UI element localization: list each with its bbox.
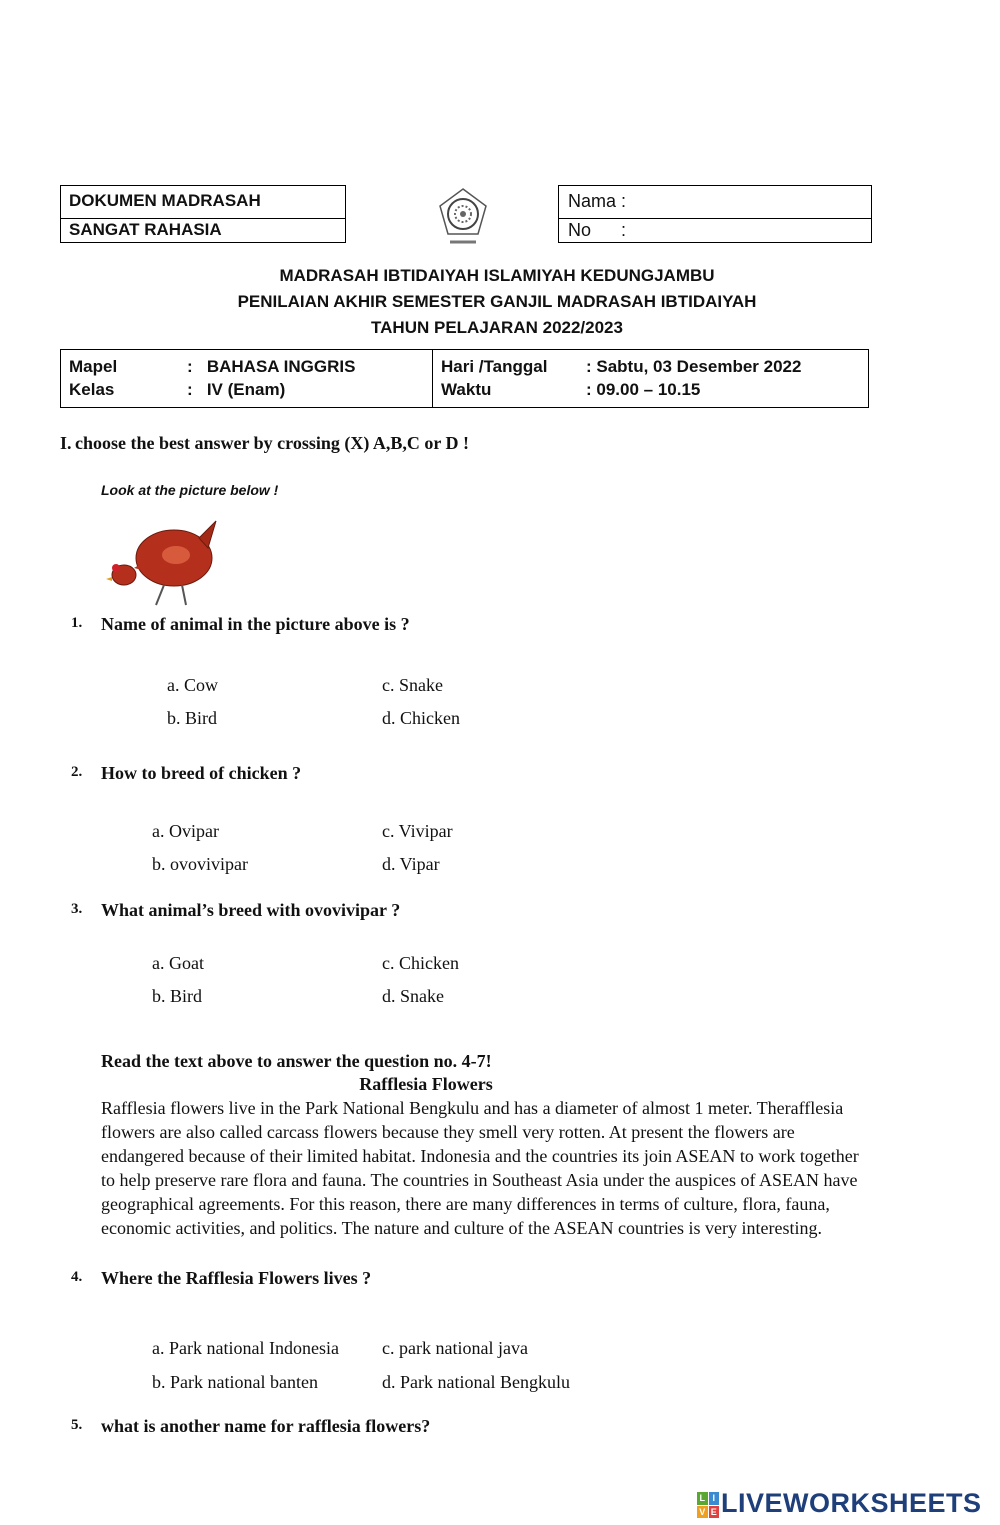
- time-label: Waktu: [441, 380, 492, 399]
- liveworksheets-badge-icon: L I V E: [697, 1492, 719, 1518]
- question-3-text: What animal’s breed with ovovivipar ?: [101, 900, 401, 920]
- name-field[interactable]: Nama :: [568, 191, 627, 211]
- question-number: 2.: [71, 764, 83, 780]
- question-2-text: How to breed of chicken ?: [101, 763, 302, 783]
- reading-line: flowers are also called carcass flowers because they smell very rotten. At present the flowers are: [101, 1122, 795, 1142]
- q4-option-d[interactable]: d. Park national Bengkulu: [382, 1372, 570, 1392]
- reading-title: Rafflesia Flowers: [359, 1074, 493, 1094]
- kelas-label: Kelas: [69, 380, 115, 399]
- q3-option-b[interactable]: b. Bird: [152, 986, 203, 1006]
- q3-option-d[interactable]: d. Snake: [382, 986, 444, 1006]
- section-instruction: choose the best answer by crossing (X) A,B,C or D !: [75, 433, 469, 453]
- date-value: : Sabtu, 03 Desember 2022: [586, 357, 802, 376]
- number-field[interactable]: No :: [568, 220, 627, 240]
- q2-option-a[interactable]: a. Ovipar: [152, 821, 219, 841]
- year-title: TAHUN PELAJARAN 2022/2023: [371, 318, 623, 337]
- question-number: 5.: [71, 1417, 83, 1433]
- q1-option-a[interactable]: a. Cow: [167, 675, 218, 695]
- question-number: 3.: [71, 901, 83, 917]
- doc-label: DOKUMEN MADRASAH: [69, 191, 261, 210]
- q3-option-a[interactable]: a. Goat: [152, 953, 204, 973]
- reading-line: to help preserve rare flora and fauna. The countries in Southeast Asia under the auspices of ASEAN have: [101, 1170, 858, 1190]
- reading-line: economic activities, and politics. The nature and culture of the ASEAN countries is very interesting.: [101, 1218, 822, 1238]
- picture-instruction: Look at the picture below !: [101, 482, 279, 498]
- q4-option-a[interactable]: a. Park national Indonesia: [152, 1338, 339, 1358]
- school-title: MADRASAH IBTIDAIYAH ISLAMIYAH KEDUNGJAMBU: [279, 266, 715, 285]
- exam-title: PENILAIAN AKHIR SEMESTER GANJIL MADRASAH IBTIDAIYAH: [237, 292, 757, 311]
- time-value: : 09.00 – 10.15: [586, 380, 701, 399]
- q3-option-c[interactable]: c. Chicken: [382, 953, 459, 973]
- question-number: 1.: [71, 615, 83, 631]
- q2-option-c[interactable]: c. Vivipar: [382, 821, 453, 841]
- q1-option-d[interactable]: d. Chicken: [382, 708, 460, 728]
- kelas-value: : IV (Enam): [187, 380, 286, 399]
- reading-line: endangered because of their limited habitat. Indonesia and the countries its join ASEAN to work together: [101, 1146, 859, 1166]
- q2-option-d[interactable]: d. Vipar: [382, 854, 440, 874]
- q1-option-c[interactable]: c. Snake: [382, 675, 443, 695]
- q1-option-b[interactable]: b. Bird: [167, 708, 218, 728]
- question-1-text: Name of animal in the picture above is ?: [101, 614, 410, 634]
- school-emblem-icon: [436, 186, 490, 248]
- q4-option-c[interactable]: c. park national java: [382, 1338, 528, 1358]
- secret-label: SANGAT RAHASIA: [69, 220, 222, 239]
- question-4-text: Where the Rafflesia Flowers lives ?: [101, 1268, 372, 1288]
- question-number: 4.: [71, 1269, 83, 1285]
- mapel-label: Mapel: [69, 357, 118, 376]
- reading-line: geographical agreements. For this reason, there are many differences in terms of culture, flora, fauna,: [101, 1194, 830, 1214]
- q4-option-b[interactable]: b. Park national banten: [152, 1372, 318, 1392]
- chicken-image: [104, 513, 219, 611]
- date-label: Hari /Tanggal: [441, 357, 548, 376]
- reading-line: Rafflesia flowers live in the Park National Bengkulu and has a diameter of almost 1 meter. Therafflesia: [101, 1098, 844, 1118]
- liveworksheets-logo: LIVEWORKSHEETS: [721, 1488, 982, 1518]
- question-5-text: what is another name for rafflesia flowers?: [101, 1416, 431, 1436]
- section-number: I.: [60, 433, 72, 453]
- mapel-value: : BAHASA INGGRIS: [187, 357, 356, 376]
- reading-instruction: Read the text above to answer the question no. 4-7!: [101, 1051, 492, 1071]
- q2-option-b[interactable]: b. ovovivipar: [152, 854, 248, 874]
